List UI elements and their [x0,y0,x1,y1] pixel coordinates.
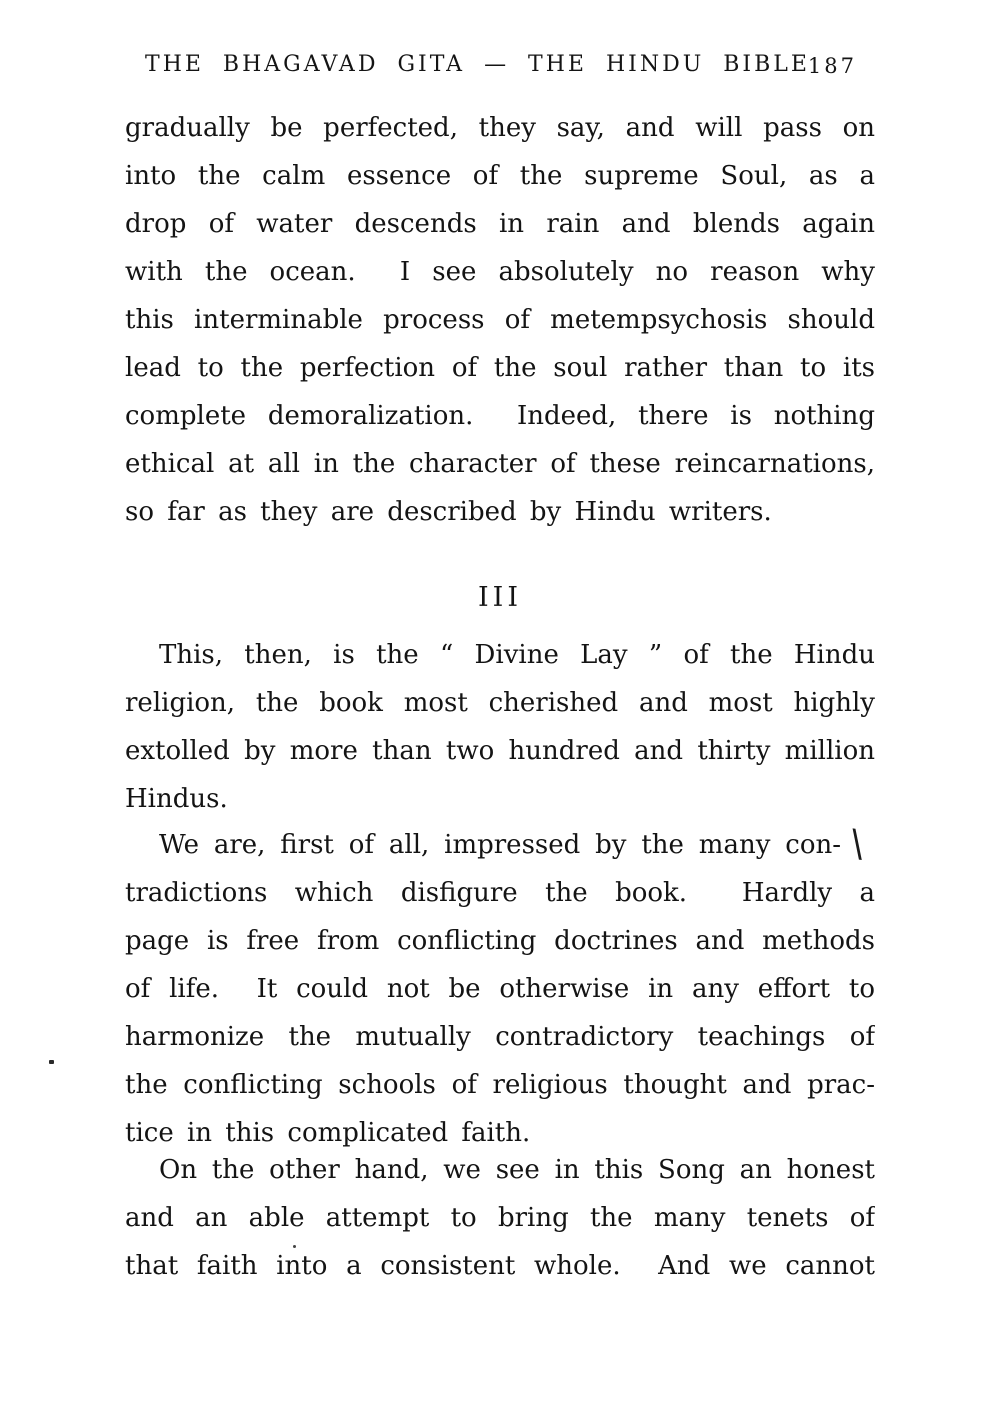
page-header [125,48,875,82]
text-line: with the ocean. I see absolutely no reason why [125,257,875,287]
text-line: the conflicting schools of religious thought and prac- [125,1070,875,1100]
text-line: This, then, is the “ Divine Lay ” of the Hindu [159,640,875,670]
text-line: Hindus. [125,784,228,814]
text-line: We are, first of all, impressed by the many con- [159,830,841,860]
paragraph-4 [125,1146,875,1290]
text-line: complete demoralization. Indeed, there is nothing [125,401,875,431]
text-line: tice in this complicated faith. [125,1118,531,1148]
text-line: ethical at all in the character of these reincarnations, [125,449,875,479]
paragraph-1 [125,104,875,536]
paragraph-2 [125,631,875,823]
text-line: gradually be perfected, they say, and will pass on [125,113,875,143]
page-number: 187 [807,54,857,78]
text-line: this interminable process of metempsychosis should [125,305,875,335]
text-line: lead to the perfection of the soul rather than to its [125,353,875,383]
margin-pen-mark: \ [848,821,866,866]
text-line: harmonize the mutually contradictory teachings of [125,1022,875,1052]
text-line: tradictions which disfigure the book. Hardly a [125,878,875,908]
paragraph-3 [125,821,875,1157]
ink-speck [49,1060,54,1064]
text-line: into the calm essence of the supreme Soul, as a [125,161,875,191]
text-line: page is free from conflicting doctrines and methods [125,926,875,956]
ink-speck-small [293,1245,296,1248]
text-line: so far as they are described by Hindu writers. [125,497,772,527]
text-line: that faith into a consistent whole. And we cannot [125,1251,875,1281]
text-line: On the other hand, we see in this Song an honest [159,1155,875,1185]
text-line: extolled by more than two hundred and thirty million [125,736,875,766]
section-heading: III [478,582,522,613]
text-line: of life. It could not be otherwise in any effort to [125,974,875,1004]
text-line: and an able attempt to bring the many tenets of [125,1203,875,1233]
text-line: drop of water descends in rain and blends again [125,209,875,239]
running-head-title: THE BHAGAVAD GITA — THE HINDU BIBLE [145,52,810,77]
text-line: religion, the book most cherished and most highly [125,688,875,718]
